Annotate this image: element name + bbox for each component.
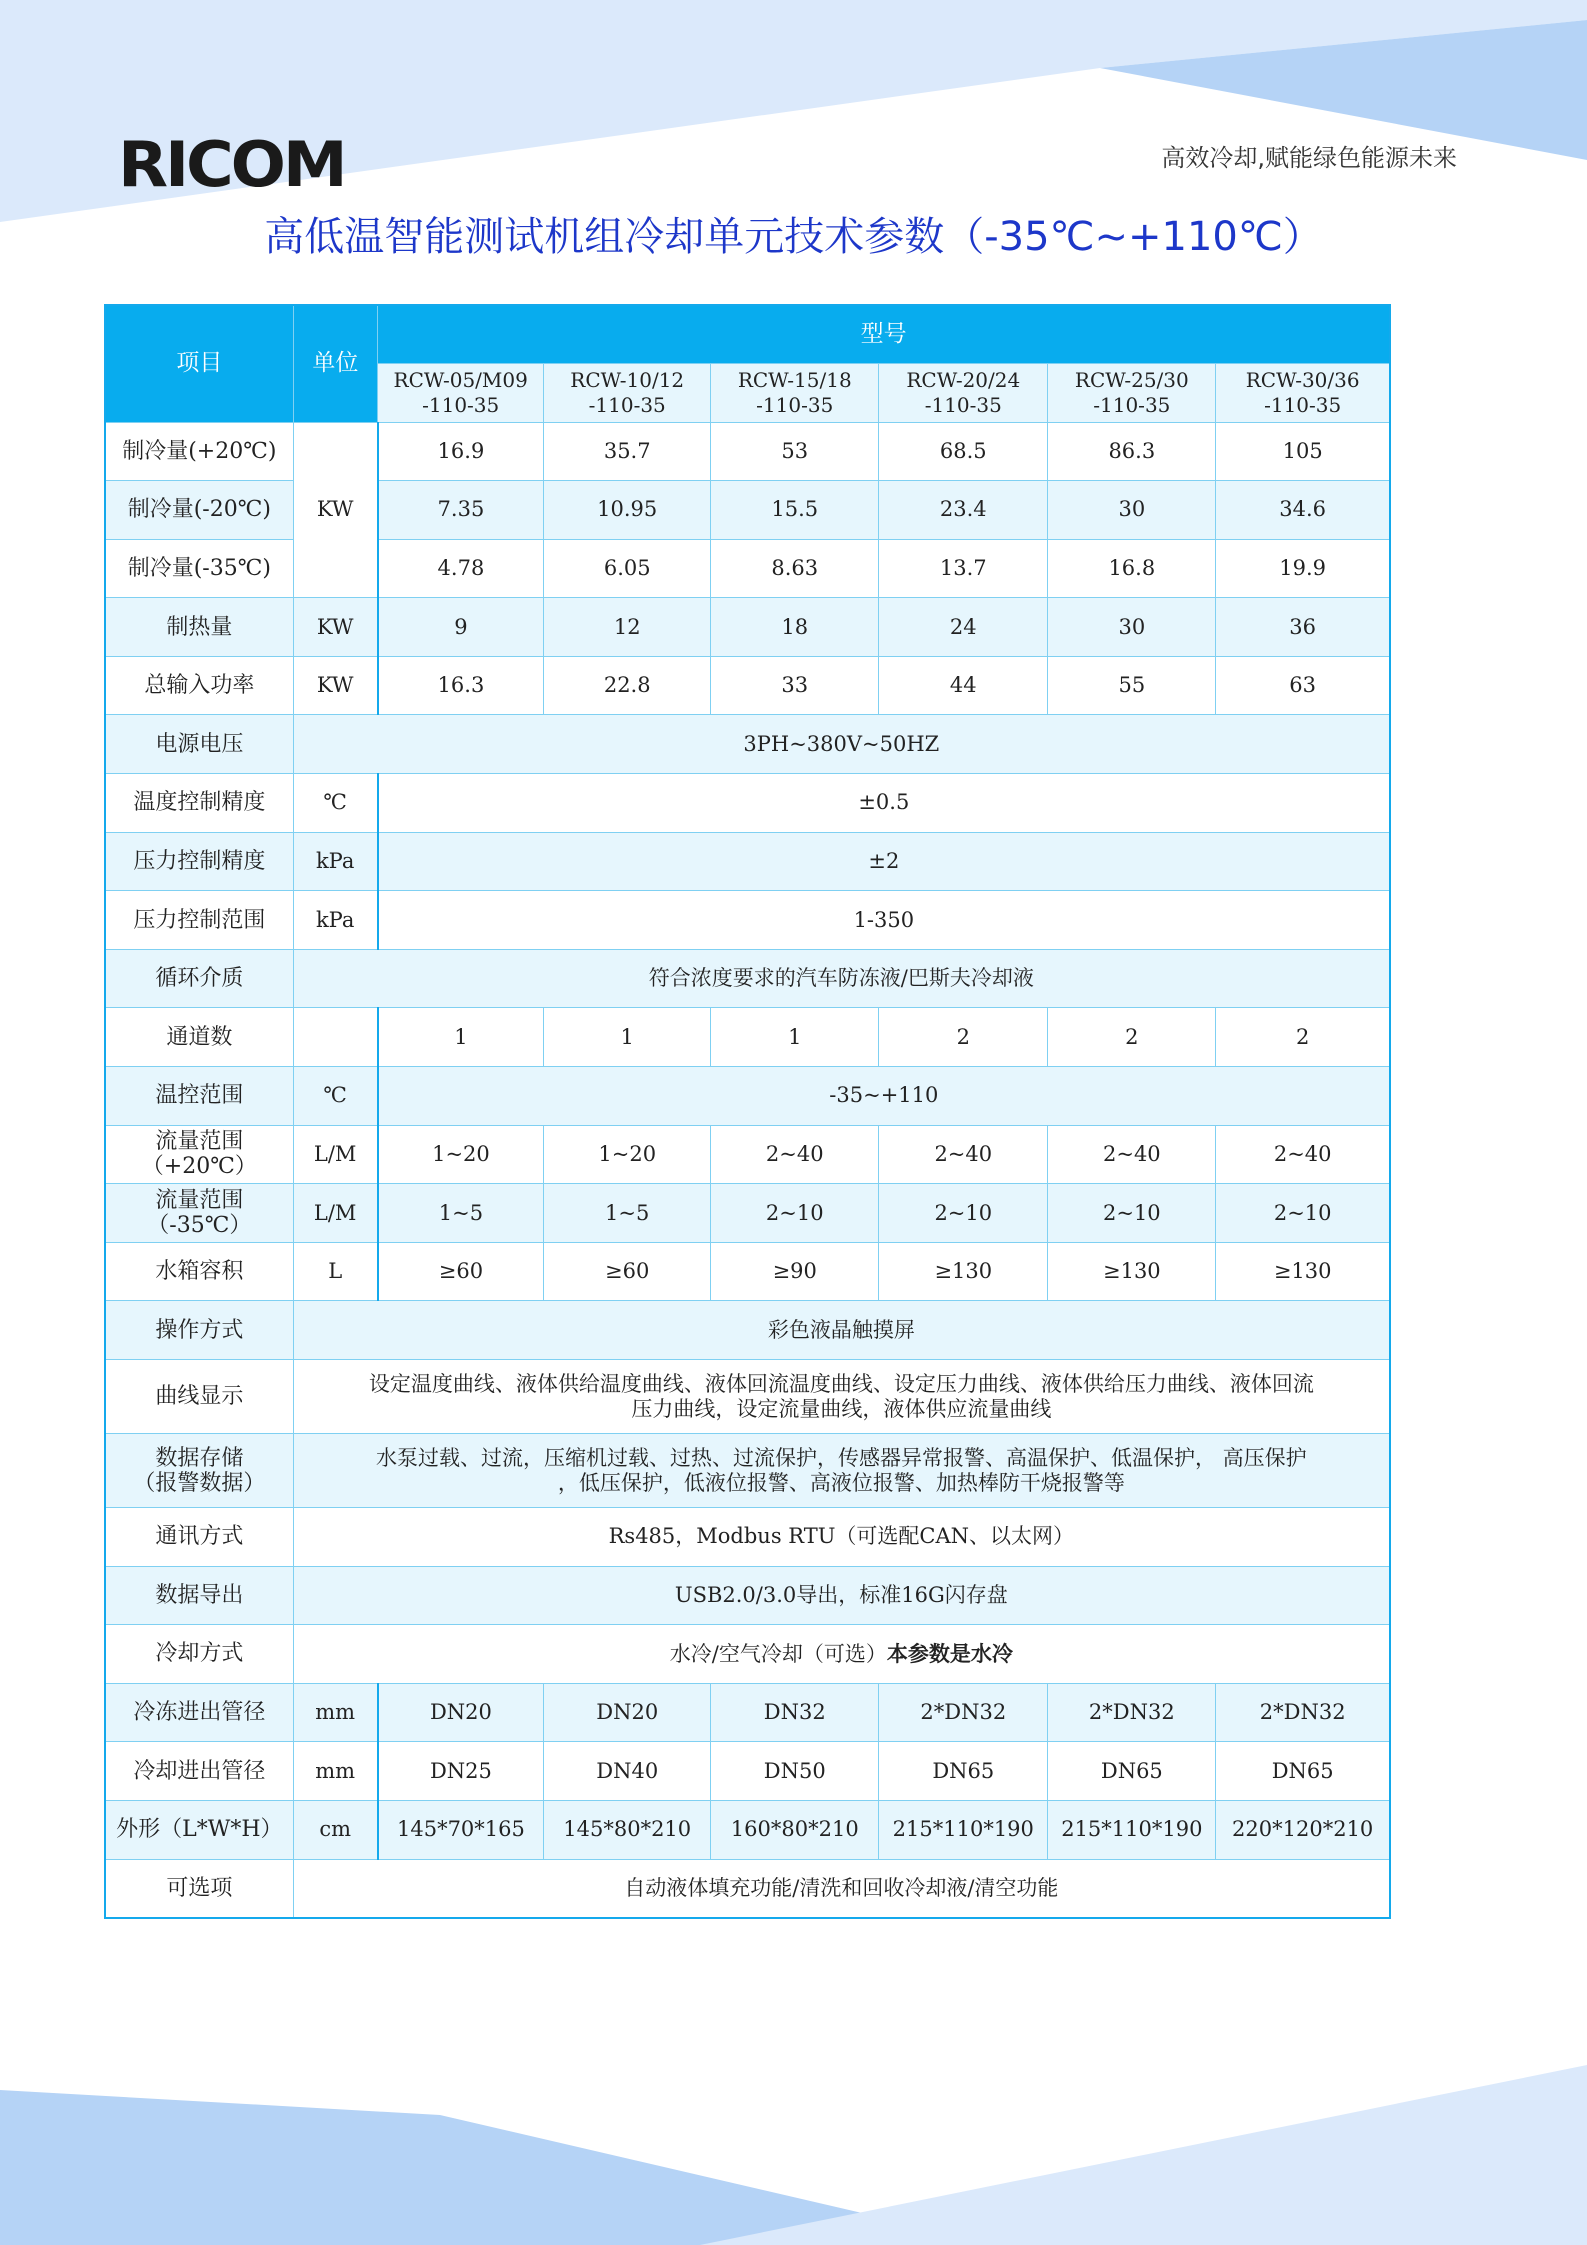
table-cell: 16.3 bbox=[378, 656, 544, 715]
table-cell: 18 bbox=[711, 598, 879, 657]
table-cell: 13.7 bbox=[879, 539, 1048, 598]
row-label: 可选项 bbox=[105, 1859, 293, 1918]
table-cell: 68.5 bbox=[879, 422, 1048, 481]
table-cell: 1 bbox=[544, 1008, 711, 1067]
header-unit: 单位 bbox=[293, 305, 378, 422]
table-row bbox=[105, 1742, 1390, 1801]
model-name: RCW-25/30 -110-35 bbox=[1048, 363, 1216, 422]
row-unit: cm bbox=[293, 1800, 378, 1859]
row-label: 总输入功率 bbox=[105, 656, 293, 715]
table-cell: ≥130 bbox=[1048, 1242, 1216, 1301]
table-cell: ≥60 bbox=[544, 1242, 711, 1301]
table-cell: DN50 bbox=[711, 1742, 879, 1801]
row-label: 流量范围 （-35℃） bbox=[105, 1184, 293, 1243]
row-label: 冷却方式 bbox=[105, 1625, 293, 1684]
table-cell: 145*70*165 bbox=[378, 1800, 544, 1859]
row-label: 外形（L*W*H） bbox=[105, 1800, 293, 1859]
row-label: 水箱容积 bbox=[105, 1242, 293, 1301]
table-cell: 2*DN32 bbox=[1216, 1683, 1390, 1742]
table-cell: 22.8 bbox=[544, 656, 711, 715]
table-row bbox=[105, 832, 1390, 891]
header-model: 型号 bbox=[378, 305, 1390, 363]
table-cell: DN32 bbox=[711, 1683, 879, 1742]
ricom-logo: RICOM bbox=[118, 128, 345, 201]
table-cell: 水泵过载、过流，压缩机过载、过热、过流保护，传感器异常报警、高温保护、低温保护， 高压保护 ，低压保护，低液位报警、高液位报警、加热棒防干烧报警等 bbox=[293, 1434, 1390, 1508]
row-unit: mm bbox=[293, 1683, 378, 1742]
table-cell: ±0.5 bbox=[378, 774, 1390, 833]
table-cell: DN40 bbox=[544, 1742, 711, 1801]
table-cell: DN20 bbox=[378, 1683, 544, 1742]
table-row bbox=[105, 774, 1390, 833]
row-unit: KW bbox=[293, 598, 378, 657]
table-row bbox=[105, 949, 1390, 1008]
table-cell: 1~20 bbox=[544, 1125, 711, 1184]
table-cell: 2~40 bbox=[1216, 1125, 1390, 1184]
table-cell: Rs485，Modbus RTU（可选配CAN、以太网） bbox=[293, 1508, 1390, 1567]
row-label: 制冷量(-35℃) bbox=[105, 539, 293, 598]
row-unit: KW bbox=[293, 422, 378, 598]
row-unit: L bbox=[293, 1242, 378, 1301]
table-row bbox=[105, 1566, 1390, 1625]
table-cell: 34.6 bbox=[1216, 481, 1390, 540]
table-cell: 33 bbox=[711, 656, 879, 715]
row-label: 温控范围 bbox=[105, 1067, 293, 1126]
table-cell: 4.78 bbox=[378, 539, 544, 598]
table-cell: 1~5 bbox=[378, 1184, 544, 1243]
table-cell: 2~10 bbox=[879, 1184, 1048, 1243]
table-cell: 2~10 bbox=[711, 1184, 879, 1243]
table-cell: 9 bbox=[378, 598, 544, 657]
table-cell: 12 bbox=[544, 598, 711, 657]
table-cell: 23.4 bbox=[879, 481, 1048, 540]
table-cell: DN20 bbox=[544, 1683, 711, 1742]
model-name: RCW-10/12 -110-35 bbox=[544, 363, 711, 422]
table-cell: 1~20 bbox=[378, 1125, 544, 1184]
table-row bbox=[105, 1242, 1390, 1301]
spec-table bbox=[104, 304, 1391, 1919]
row-unit: kPa bbox=[293, 832, 378, 891]
table-cell: ≥60 bbox=[378, 1242, 544, 1301]
table-row bbox=[105, 1859, 1390, 1918]
table-row bbox=[105, 715, 1390, 774]
row-unit: L/M bbox=[293, 1184, 378, 1243]
table-cell: 2~10 bbox=[1216, 1184, 1390, 1243]
table-header-row bbox=[105, 305, 1390, 363]
row-label: 温度控制精度 bbox=[105, 774, 293, 833]
table-row bbox=[105, 1301, 1390, 1360]
table-cell: DN25 bbox=[378, 1742, 544, 1801]
row-unit: KW bbox=[293, 656, 378, 715]
table-cell: 86.3 bbox=[1048, 422, 1216, 481]
table-cell: 30 bbox=[1048, 481, 1216, 540]
table-cell: 1 bbox=[378, 1008, 544, 1067]
row-unit: ℃ bbox=[293, 1067, 378, 1126]
table-cell: 145*80*210 bbox=[544, 1800, 711, 1859]
row-label: 电源电压 bbox=[105, 715, 293, 774]
model-name: RCW-30/36 -110-35 bbox=[1216, 363, 1390, 422]
table-cell: 1~5 bbox=[544, 1184, 711, 1243]
row-unit bbox=[293, 1008, 378, 1067]
table-cell: 6.05 bbox=[544, 539, 711, 598]
table-cell: 设定温度曲线、液体供给温度曲线、液体回流温度曲线、设定压力曲线、液体供给压力曲线、液体回流 压力曲线，设定流量曲线，液体供应流量曲线 bbox=[293, 1360, 1390, 1434]
table-cell: 2 bbox=[1216, 1008, 1390, 1067]
row-label: 制冷量(+20℃) bbox=[105, 422, 293, 481]
table-cell: 1 bbox=[711, 1008, 879, 1067]
table-cell: 35.7 bbox=[544, 422, 711, 481]
table-cell: 19.9 bbox=[1216, 539, 1390, 598]
table-cell: 符合浓度要求的汽车防冻液/巴斯夫冷却液 bbox=[293, 949, 1390, 1008]
table-row bbox=[105, 598, 1390, 657]
table-row bbox=[105, 1434, 1390, 1508]
table-row bbox=[105, 1008, 1390, 1067]
table-cell: 2 bbox=[879, 1008, 1048, 1067]
table-cell: 44 bbox=[879, 656, 1048, 715]
table-cell: 2*DN32 bbox=[879, 1683, 1048, 1742]
row-label: 冷却进出管径 bbox=[105, 1742, 293, 1801]
row-unit: ℃ bbox=[293, 774, 378, 833]
table-cell: 55 bbox=[1048, 656, 1216, 715]
table-cell: 16.9 bbox=[378, 422, 544, 481]
row-unit: mm bbox=[293, 1742, 378, 1801]
row-label: 通道数 bbox=[105, 1008, 293, 1067]
table-row bbox=[105, 1625, 1390, 1684]
table-cell: 2~40 bbox=[1048, 1125, 1216, 1184]
row-label: 制热量 bbox=[105, 598, 293, 657]
table-cell: 53 bbox=[711, 422, 879, 481]
table-cell: 2~40 bbox=[879, 1125, 1048, 1184]
row-label: 压力控制范围 bbox=[105, 891, 293, 950]
table-row bbox=[105, 1184, 1390, 1243]
table-row bbox=[105, 656, 1390, 715]
table-cell: 1-350 bbox=[378, 891, 1390, 950]
table-cell: 105 bbox=[1216, 422, 1390, 481]
row-label: 数据存储 （报警数据） bbox=[105, 1434, 293, 1508]
table-row bbox=[105, 1800, 1390, 1859]
table-cell: 215*110*190 bbox=[1048, 1800, 1216, 1859]
row-unit: kPa bbox=[293, 891, 378, 950]
model-name: RCW-20/24 -110-35 bbox=[879, 363, 1048, 422]
model-name: RCW-05/M09 -110-35 bbox=[378, 363, 544, 422]
row-label: 循环介质 bbox=[105, 949, 293, 1008]
table-cell: 63 bbox=[1216, 656, 1390, 715]
table-cell: 30 bbox=[1048, 598, 1216, 657]
table-row bbox=[105, 1360, 1390, 1434]
row-unit: L/M bbox=[293, 1125, 378, 1184]
table-cell: 2~10 bbox=[1048, 1184, 1216, 1243]
row-label: 通讯方式 bbox=[105, 1508, 293, 1567]
table-cell: 215*110*190 bbox=[879, 1800, 1048, 1859]
page-title: 高低温智能测试机组冷却单元技术参数（-35℃~+110℃） bbox=[264, 214, 1323, 260]
table-cell: 2~40 bbox=[711, 1125, 879, 1184]
header-item: 项目 bbox=[105, 305, 293, 422]
table-cell: 2 bbox=[1048, 1008, 1216, 1067]
row-label: 制冷量(-20℃) bbox=[105, 481, 293, 540]
table-cell: 36 bbox=[1216, 598, 1390, 657]
table-cell: 15.5 bbox=[711, 481, 879, 540]
slogan: 高效冷却,赋能绿色能源未来 bbox=[1161, 144, 1457, 172]
table-cell: 16.8 bbox=[1048, 539, 1216, 598]
table-cell: 彩色液晶触摸屏 bbox=[293, 1301, 1390, 1360]
table-row bbox=[105, 422, 1390, 481]
table-cell: 3PH~380V~50HZ bbox=[293, 715, 1390, 774]
table-cell: 24 bbox=[879, 598, 1048, 657]
row-label: 曲线显示 bbox=[105, 1360, 293, 1434]
row-label: 数据导出 bbox=[105, 1566, 293, 1625]
table-cell: ±2 bbox=[378, 832, 1390, 891]
row-label: 流量范围 （+20℃） bbox=[105, 1125, 293, 1184]
table-cell: 7.35 bbox=[378, 481, 544, 540]
table-cell: -35~+110 bbox=[378, 1067, 1390, 1126]
table-cell: 自动液体填充功能/清洗和回收冷却液/清空功能 bbox=[293, 1859, 1390, 1918]
table-cell: 220*120*210 bbox=[1216, 1800, 1390, 1859]
table-row bbox=[105, 1067, 1390, 1126]
table-row bbox=[105, 1125, 1390, 1184]
table-cell: ≥130 bbox=[879, 1242, 1048, 1301]
table-cell: DN65 bbox=[1048, 1742, 1216, 1801]
table-cell: ≥130 bbox=[1216, 1242, 1390, 1301]
model-name: RCW-15/18 -110-35 bbox=[711, 363, 879, 422]
table-cell: 160*80*210 bbox=[711, 1800, 879, 1859]
table-cell: DN65 bbox=[1216, 1742, 1390, 1801]
table-cell: 8.63 bbox=[711, 539, 879, 598]
table-row bbox=[105, 891, 1390, 950]
table-row bbox=[105, 1683, 1390, 1742]
row-label: 冷冻进出管径 bbox=[105, 1683, 293, 1742]
row-label: 压力控制精度 bbox=[105, 832, 293, 891]
table-row bbox=[105, 1508, 1390, 1567]
table-cell: 10.95 bbox=[544, 481, 711, 540]
table-cell: 水冷/空气冷却（可选）本参数是水冷 bbox=[293, 1625, 1390, 1684]
table-cell: DN65 bbox=[879, 1742, 1048, 1801]
table-cell: ≥90 bbox=[711, 1242, 879, 1301]
row-label: 操作方式 bbox=[105, 1301, 293, 1360]
table-cell: USB2.0/3.0导出，标准16G闪存盘 bbox=[293, 1566, 1390, 1625]
table-cell: 2*DN32 bbox=[1048, 1683, 1216, 1742]
